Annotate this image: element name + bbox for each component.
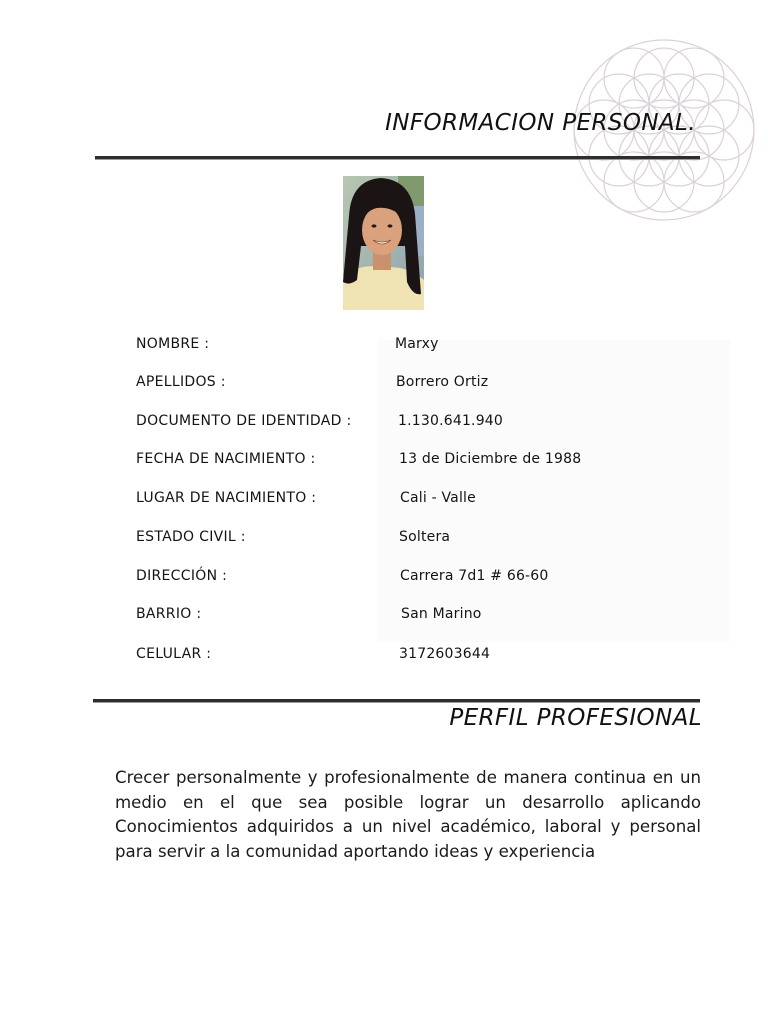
value-direccion: Carrera 7d1 # 66-60 — [400, 568, 549, 584]
label-lugar-nacimiento: LUGAR DE NACIMIENTO : — [136, 490, 317, 506]
label-apellidos: APELLIDOS : — [136, 374, 226, 390]
label-documento: DOCUMENTO DE IDENTIDAD : — [136, 413, 352, 429]
section-divider-top — [95, 156, 700, 160]
value-estado-civil: Soltera — [399, 529, 451, 545]
label-estado-civil: ESTADO CIVIL : — [136, 529, 246, 545]
section-divider-bottom — [93, 699, 700, 703]
label-direccion: DIRECCIÓN : — [136, 568, 228, 584]
label-fecha-nacimiento: FECHA DE NACIMIENTO : — [136, 451, 316, 467]
profile-photo — [343, 176, 424, 310]
value-celular: 3172603644 — [399, 646, 491, 662]
value-nombre: Marxy — [395, 336, 439, 352]
label-nombre: NOMBRE : — [136, 336, 210, 352]
value-documento: 1.130.641.940 — [398, 413, 504, 429]
personal-info-title: INFORMACION PERSONAL. — [385, 110, 696, 136]
label-celular: CELULAR : — [136, 646, 212, 662]
label-barrio: BARRIO : — [136, 606, 202, 622]
profile-title: PERFIL PROFESIONAL — [449, 705, 702, 731]
value-barrio: San Marino — [401, 606, 482, 622]
profile-paragraph: Crecer personalmente y profesionalmente de manera continua en un medio en el que sea posible lograr un desarrollo aplicando Conocimientos adquiridos a un nivel académico, laboral y personal para servir a la comunidad aportando ideas y experiencia — [115, 768, 701, 861]
value-lugar-nacimiento: Cali - Valle — [400, 490, 476, 506]
value-fecha-nacimiento: 13 de Diciembre de 1988 — [399, 451, 582, 467]
value-apellidos: Borrero Ortiz — [396, 374, 489, 390]
